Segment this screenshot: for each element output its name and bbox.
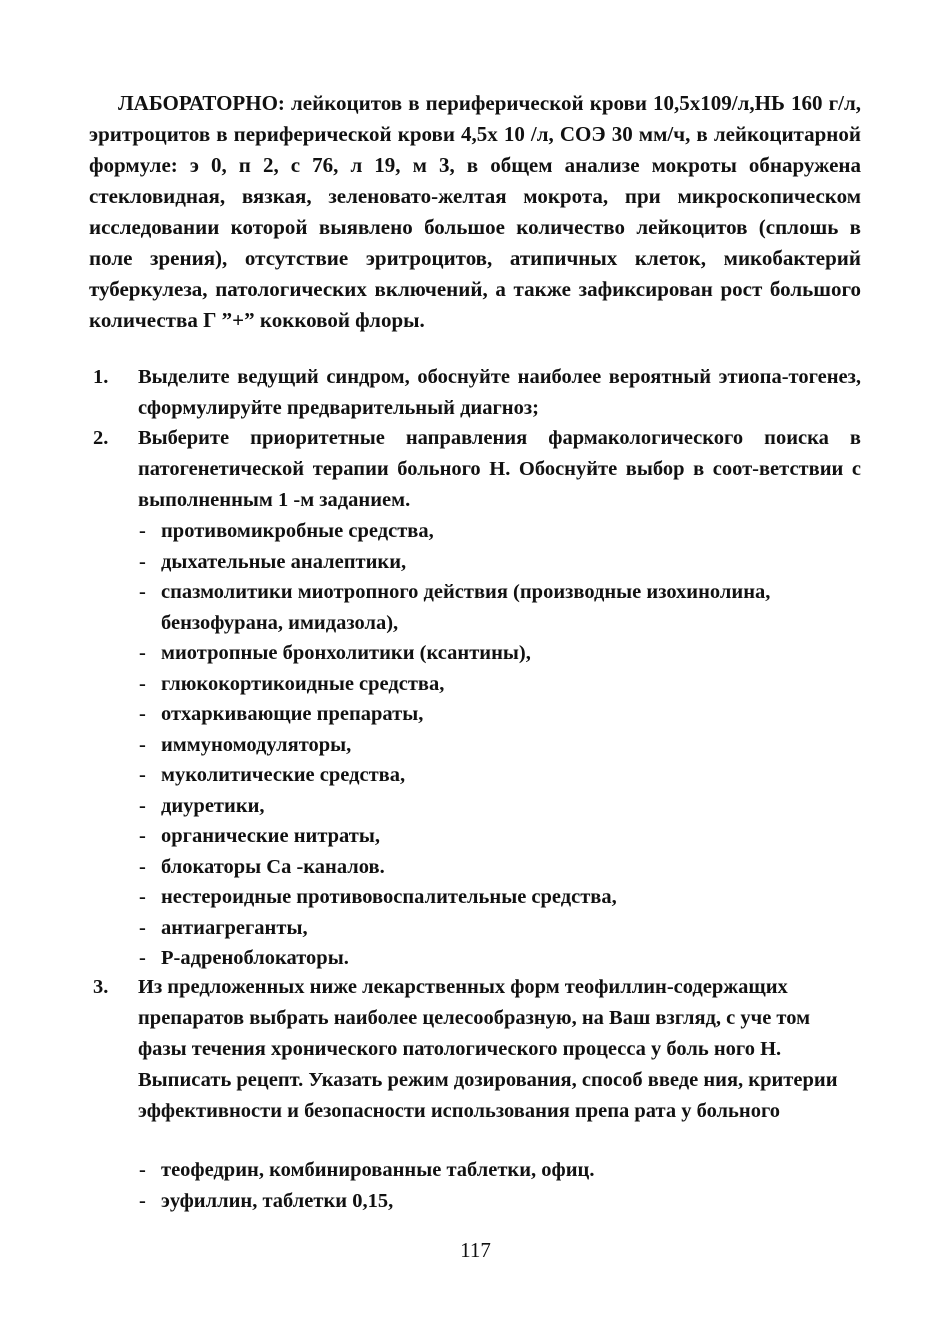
list-item (139, 730, 861, 761)
option-text: органические нитраты, (161, 825, 380, 847)
list-dash: - (139, 703, 146, 725)
task-number: 2. (93, 427, 109, 449)
lab-results-paragraph: ЛАБОРАТОРНО: лейкоцитов в периферической крови 10,5х109/л,НЬ 160 г/л, эритроцитов в периферической крови 4,5х 10 /л, СОЭ 30 мм/ч, в лейкоцитарной формуле: э 0, п 2, с 76, л 19, м 3, в общем анализе мокроты обнаружена стекловидная, вязкая, зеленовато-желтая мокрота, при микроскопическом исследовании которой выявлено большое количество лейкоцитов (сплошь в поле зрения), отсутствие эритроцитов, атипичных клеток, микобактерий туберкулеза, патологических включений, а также зафиксирован рост большого количества Г ”+” кокковой флоры. (89, 91, 861, 332)
list-dash: - (139, 855, 146, 878)
task-2 (89, 423, 861, 516)
list-item (139, 699, 861, 730)
task-text: Выделите ведущий синдром, обоснуйте наиболее вероятный этиопа-тогенез, сформулируйте предварительный диагноз; (138, 366, 861, 419)
task-3-options-list (139, 1155, 861, 1217)
list-item (139, 852, 861, 883)
list-dash: - (139, 1190, 146, 1212)
list-item (139, 638, 861, 669)
task-2-options-list (139, 516, 861, 974)
list-dash: - (139, 550, 146, 573)
task-text: Из предложенных ниже лекарственных форм теофиллин-содержащих препаратов выбрать наиболее целесообразную, на Ваш взгляд, с уче том фазы течения хронического патологического процесса у боль ного Н. Выписать рецепт. Указать режим дозирования, способ введе ния, критерии эффективности и безопасности использования препа рата у больного (138, 976, 838, 1122)
list-item (139, 791, 861, 822)
list-dash: - (139, 825, 146, 847)
task-3 (89, 972, 861, 1127)
list-dash: - (139, 794, 146, 817)
task-text: Выберите приоритетные направления фармакологического поиска в патогенетической терапии больного Н. Обоснуйте выбор в соот-ветствии с выполненным 1 -м заданием. (138, 427, 861, 511)
list-dash: - (139, 733, 146, 756)
list-item (139, 821, 861, 852)
task-number: 3. (93, 976, 109, 998)
task-number: 1. (93, 366, 109, 388)
list-item (139, 669, 861, 700)
list-item (139, 882, 861, 913)
option-text: муколитические средства, (161, 764, 406, 786)
option-text: дыхательные аналептики, (161, 550, 407, 573)
list-item (139, 943, 861, 974)
list-dash: - (139, 916, 146, 939)
list-item (139, 1186, 861, 1217)
list-dash: - (139, 886, 146, 908)
option-text: иммуномодуляторы, (161, 733, 352, 756)
list-item (139, 1155, 861, 1186)
list-dash: - (139, 672, 146, 695)
list-item (139, 577, 861, 638)
list-item (139, 547, 861, 578)
list-dash: - (139, 1159, 146, 1181)
task-1 (89, 362, 861, 424)
list-dash: - (139, 581, 146, 603)
option-text: теофедрин, комбинированные таблетки, офиц. (161, 1159, 595, 1181)
option-text: блокаторы Са -каналов. (161, 855, 385, 878)
list-item (139, 516, 861, 547)
list-item (139, 913, 861, 944)
option-text: отхаркивающие препараты, (161, 703, 424, 725)
list-item (139, 760, 861, 791)
option-text: противомикробные средства, (161, 520, 434, 542)
option-text: антиагреганты, (161, 916, 308, 939)
option-text: нестероидные противовоспалительные средства, (161, 886, 617, 908)
option-text: глюкокортикоидные средства, (161, 672, 445, 695)
option-text: спазмолитики миотропного действия (производные изохинолина, бензофурана, имидазола), (161, 581, 771, 634)
option-text: диуретики, (161, 794, 265, 817)
option-text: эуфиллин, таблетки 0,15, (161, 1190, 394, 1212)
list-dash: - (139, 520, 146, 542)
list-dash: - (139, 642, 146, 664)
page-number: 117 (460, 1238, 491, 1262)
list-dash: - (139, 947, 146, 969)
option-text: миотропные бронхолитики (ксантины), (161, 642, 531, 664)
list-dash: - (139, 764, 146, 786)
option-text: Р-адреноблокаторы. (161, 947, 349, 969)
